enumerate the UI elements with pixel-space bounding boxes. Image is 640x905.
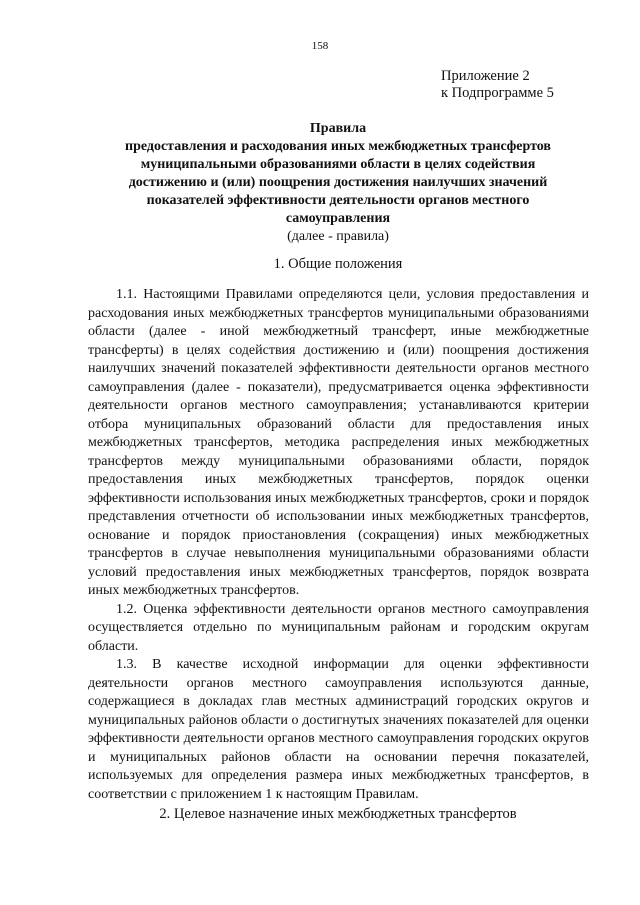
document-subtitle: предоставления и расходования иных межбюджетных трансфертов муниципальными образованиями области в целях содействия достижению и (или) поощрения достижения наилучших значений показателей эффективности деятельности органов местного самоуправления [125, 139, 551, 226]
section-1-body [88, 286, 589, 804]
document-title-note: (далее - правила) [287, 229, 389, 244]
appendix-line-1: Приложение 2 [441, 68, 530, 84]
paragraph-1-2: 1.2. Оценка эффективности деятельности органов местного самоуправления осуществляется отдельно по муниципальным районам и городским округам области. [88, 601, 589, 654]
paragraph-1-3: 1.3. В качестве исходной информации для оценки эффективности деятельности органов местного самоуправления используются данные, содержащиеся в докладах глав местных администраций городских округов и муниципальных районов области о достигнутых значениях показателей для оценки эффективности деятельности органов местного самоуправления городских округов и муниципальных районов области на основании перечня показателей, используемых для определения размера иных межбюджетных трансфертов, в соответствии с приложением 1 к настоящим Правилам. [88, 657, 589, 802]
section-1-heading: 1. Общие положения [273, 256, 403, 272]
page-number: 158 [311, 40, 329, 52]
appendix-line-2: к Подпрограмме 5 [441, 85, 554, 101]
section-2-heading: 2. Целевое назначение иных межбюджетных трансфертов [159, 806, 517, 822]
appendix-reference [441, 68, 554, 102]
document-title-block [100, 120, 576, 246]
paragraph-1-1: 1.1. Настоящими Правилами определяются цели, условия предоставления и расходования иных межбюджетных трансфертов муниципальными образованиями области (далее - иной межбюджетный трансферт, иные межбюджетные трансферты) в целях содействия достижению и (или) поощрения достижения наилучших значений показателей эффективности деятельности органов местного самоуправления (далее - показатели), предусматривается оценка эффективности деятельности органов местного самоуправления; устанавливаются критерии отбора муниципальных образований области для предоставления иных межбюджетных трансфертов, методика распределения иных межбюджетных трансфертов между муниципальными образованиями области, порядок предоставления иных межбюджетных трансфертов, порядок оценки эффективности использования иных межбюджетных трансфертов, сроки и порядок представления отчетности об использовании иных межбюджетных трансфертов, основание и порядок приостановления (сокращения) иных межбюджетных трансфертов в случае невыполнения муниципальными образованиями области условий предоставления иных межбюджетных трансфертов, порядок возврата иных межбюджетных трансфертов. [88, 287, 589, 598]
document-title: Правила [309, 121, 367, 136]
